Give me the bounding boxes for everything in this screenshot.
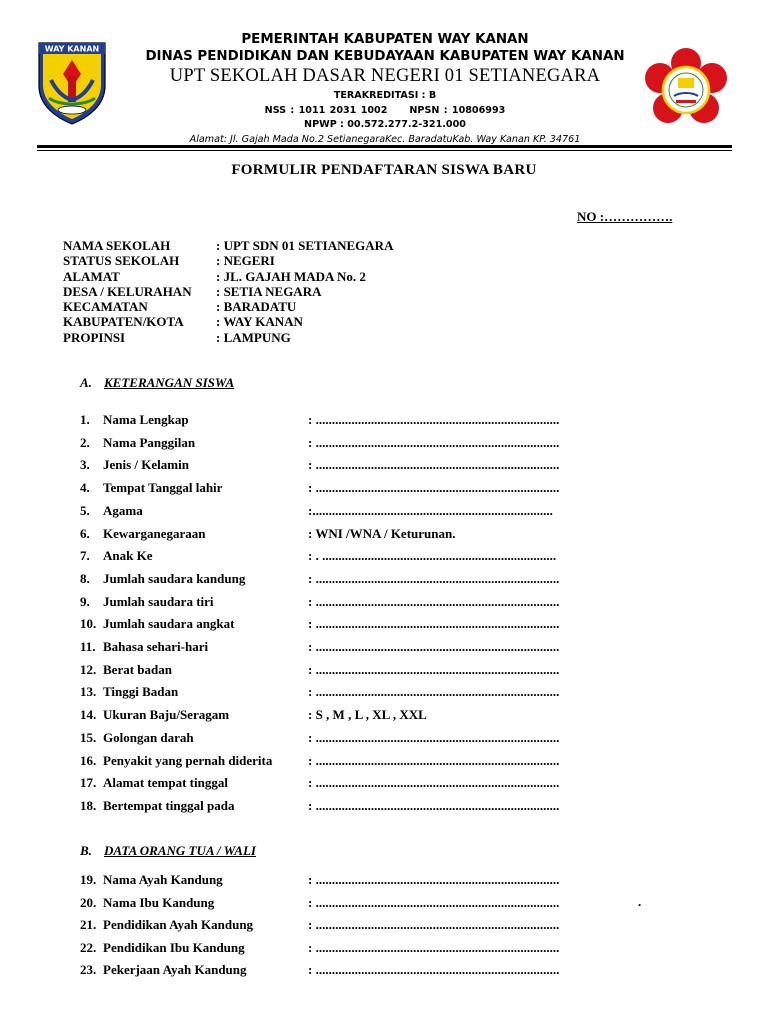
field-entry-line[interactable]: : ........................................................................... — [308, 616, 560, 632]
field-label: Pendidikan Ibu Kandung — [103, 939, 245, 955]
field-number: 6. — [80, 525, 90, 541]
field-label: Nama Lengkap — [103, 412, 189, 427]
section-b-title: DATA ORANG TUA / WALI — [104, 843, 256, 858]
field-number: 19. — [80, 872, 97, 887]
letterhead-divider-thick — [37, 145, 732, 148]
field-entry-line[interactable]: : ........................................................................... — [308, 797, 560, 813]
field-entry-line[interactable]: : S , M , L , XL , XXL — [308, 707, 427, 723]
field-entry-line[interactable]: : ........................................................................... — [308, 729, 560, 745]
school-info-label: PROPINSI — [63, 329, 126, 345]
field-label: Alamat tempat tinggal — [103, 775, 228, 791]
field-number: 3. — [80, 457, 90, 473]
letterhead-npsn: NPSN : 10806993 — [409, 105, 506, 116]
letterhead-nss: NSS : 1011 2031 1002 — [264, 105, 388, 116]
field-number: 10. — [80, 616, 97, 632]
field-label: Anak Ke — [103, 548, 153, 564]
school-info-value: : WAY KANAN — [216, 314, 303, 330]
school-info-label: KECAMATAN — [63, 299, 148, 315]
field-entry-line[interactable]: :.......................................................................... — [308, 502, 553, 518]
field-entry-line[interactable]: : ........................................................................... — [308, 434, 560, 450]
field-entry-line[interactable]: : ........................................................................... — [308, 570, 560, 586]
field-entry-line[interactable]: : ........................................................................... — [308, 894, 560, 910]
form-number-field[interactable]: NO :……………. — [577, 209, 673, 224]
school-info-value: : UPT SDN 01 SETIANEGARA — [216, 238, 394, 253]
field-entry-line[interactable]: : ........................................................................... — [308, 639, 560, 654]
field-entry-line[interactable]: : ........................................................................... — [308, 684, 560, 700]
school-info-label: KABUPATEN/KOTA — [63, 314, 184, 330]
field-number: 13. — [80, 684, 97, 700]
field-label: Ukuran Baju/Seragam — [103, 707, 230, 723]
field-number: 12. — [80, 661, 97, 677]
field-number: 11. — [80, 639, 96, 654]
section-b-letter: B. — [80, 843, 92, 858]
field-entry-line[interactable]: : . ........................................................................ — [308, 548, 557, 564]
section-a-letter: A. — [80, 375, 92, 390]
field-number: 8. — [80, 570, 90, 586]
field-number: 15. — [80, 729, 97, 745]
field-number: 17. — [80, 775, 97, 791]
field-number: 22. — [80, 939, 97, 955]
field-label: Nama Panggilan — [103, 434, 196, 450]
letterhead-government: PEMERINTAH KABUPATEN WAY KANAN — [241, 32, 529, 47]
school-info-label: STATUS SEKOLAH — [63, 253, 180, 269]
field-entry-line[interactable]: : ........................................................................... — [308, 593, 560, 609]
way-kanan-logo — [37, 40, 107, 126]
letterhead-divider-thin — [37, 150, 732, 151]
section-b-heading — [80, 843, 256, 859]
field-entry-line[interactable]: : ........................................................................... — [308, 962, 560, 978]
section-a-title: KETERANGAN SISWA — [104, 375, 235, 390]
field-number: 20. — [80, 894, 97, 910]
letterhead-department: DINAS PENDIDIKAN DAN KEBUDAYAAN KABUPATEN WAY KANAN — [145, 49, 625, 64]
field-number: 18. — [80, 797, 97, 813]
field-number: 4. — [80, 480, 90, 496]
field-label: Golongan darah — [103, 729, 194, 745]
field-entry-line[interactable]: : ........................................................................... — [308, 872, 560, 887]
school-info-label: DESA / KELURAHAN — [63, 283, 192, 299]
field-number: 21. — [80, 917, 97, 933]
field-number: 23. — [80, 962, 97, 978]
field-label: Penyakit yang pernah diderita — [103, 752, 273, 768]
school-info-value: : JL. GAJAH MADA No. 2 — [216, 268, 366, 284]
field-entry-line[interactable]: : ........................................................................... — [308, 412, 560, 427]
field-entry-line[interactable]: : ........................................................................... — [308, 917, 560, 933]
field-label: Jenis / Kelamin — [103, 457, 189, 473]
field-label: Nama Ibu Kandung — [103, 894, 215, 910]
field-label: Jumlah saudara angkat — [103, 616, 235, 632]
field-entry-line[interactable]: : WNI /WNA / Keturunan. — [308, 525, 456, 541]
school-info-value: : NEGERI — [216, 253, 275, 269]
field-label: Berat badan — [103, 661, 172, 677]
letterhead-accreditation: TERAKREDITASI : B — [333, 90, 437, 101]
field-number: 5. — [80, 502, 90, 518]
field-entry-line[interactable]: : ........................................................................... — [308, 775, 560, 791]
letterhead-ids — [110, 104, 660, 118]
letterhead — [110, 31, 660, 147]
field-number: 9. — [80, 593, 90, 609]
stray-dot: . — [638, 894, 642, 909]
field-number: 16. — [80, 752, 97, 768]
school-info-label: NAMA SEKOLAH — [63, 238, 171, 253]
field-number: 1. — [80, 412, 90, 427]
school-info-label: ALAMAT — [63, 268, 120, 284]
school-info-value: : BARADATU — [216, 299, 297, 315]
field-label: Tempat Tanggal lahir — [103, 480, 223, 496]
field-entry-line[interactable]: : ........................................................................... — [308, 939, 560, 955]
field-entry-line[interactable]: : ........................................................................... — [308, 457, 560, 473]
field-entry-line[interactable]: : ........................................................................... — [308, 661, 560, 677]
form-title: FORMULIR PENDAFTARAN SISWA BARU — [231, 162, 537, 178]
field-entry-line[interactable]: : ........................................................................... — [308, 752, 560, 768]
section-a-heading — [80, 375, 234, 391]
field-number: 14. — [80, 707, 97, 723]
school-info-value: : SETIA NEGARA — [216, 283, 322, 299]
field-label: Kewarganegaraan — [103, 525, 206, 541]
field-label: Jumlah saudara tiri — [103, 593, 214, 609]
field-number: 7. — [80, 548, 90, 564]
field-label: Pendidikan Ayah Kandung — [103, 917, 254, 933]
field-label: Bahasa sehari-hari — [103, 639, 209, 654]
field-number: 2. — [80, 434, 90, 450]
letterhead-school-name: UPT SEKOLAH DASAR NEGERI 01 SETIANEGARA — [169, 66, 601, 86]
field-label: Tinggi Badan — [103, 684, 179, 700]
field-label: Bertempat tinggal pada — [103, 797, 235, 813]
letterhead-address: Alamat: Jl. Gajah Mada No.2 SetianegaraKec. BaradatuKab. Way Kanan KP. 34761 — [189, 134, 581, 145]
logo-left-text: WAY KANAN — [44, 44, 100, 54]
field-label: Jumlah saudara kandung — [103, 570, 246, 586]
field-label: Agama — [103, 502, 143, 518]
letterhead-npwp: NPWP : 00.572.277.2-321.000 — [304, 119, 466, 130]
field-label: Pekerjaan Ayah Kandung — [103, 962, 247, 978]
field-entry-line[interactable]: : ........................................................................... — [308, 480, 560, 496]
school-info-value: : LAMPUNG — [216, 329, 291, 345]
field-label: Nama Ayah Kandung — [103, 872, 223, 887]
